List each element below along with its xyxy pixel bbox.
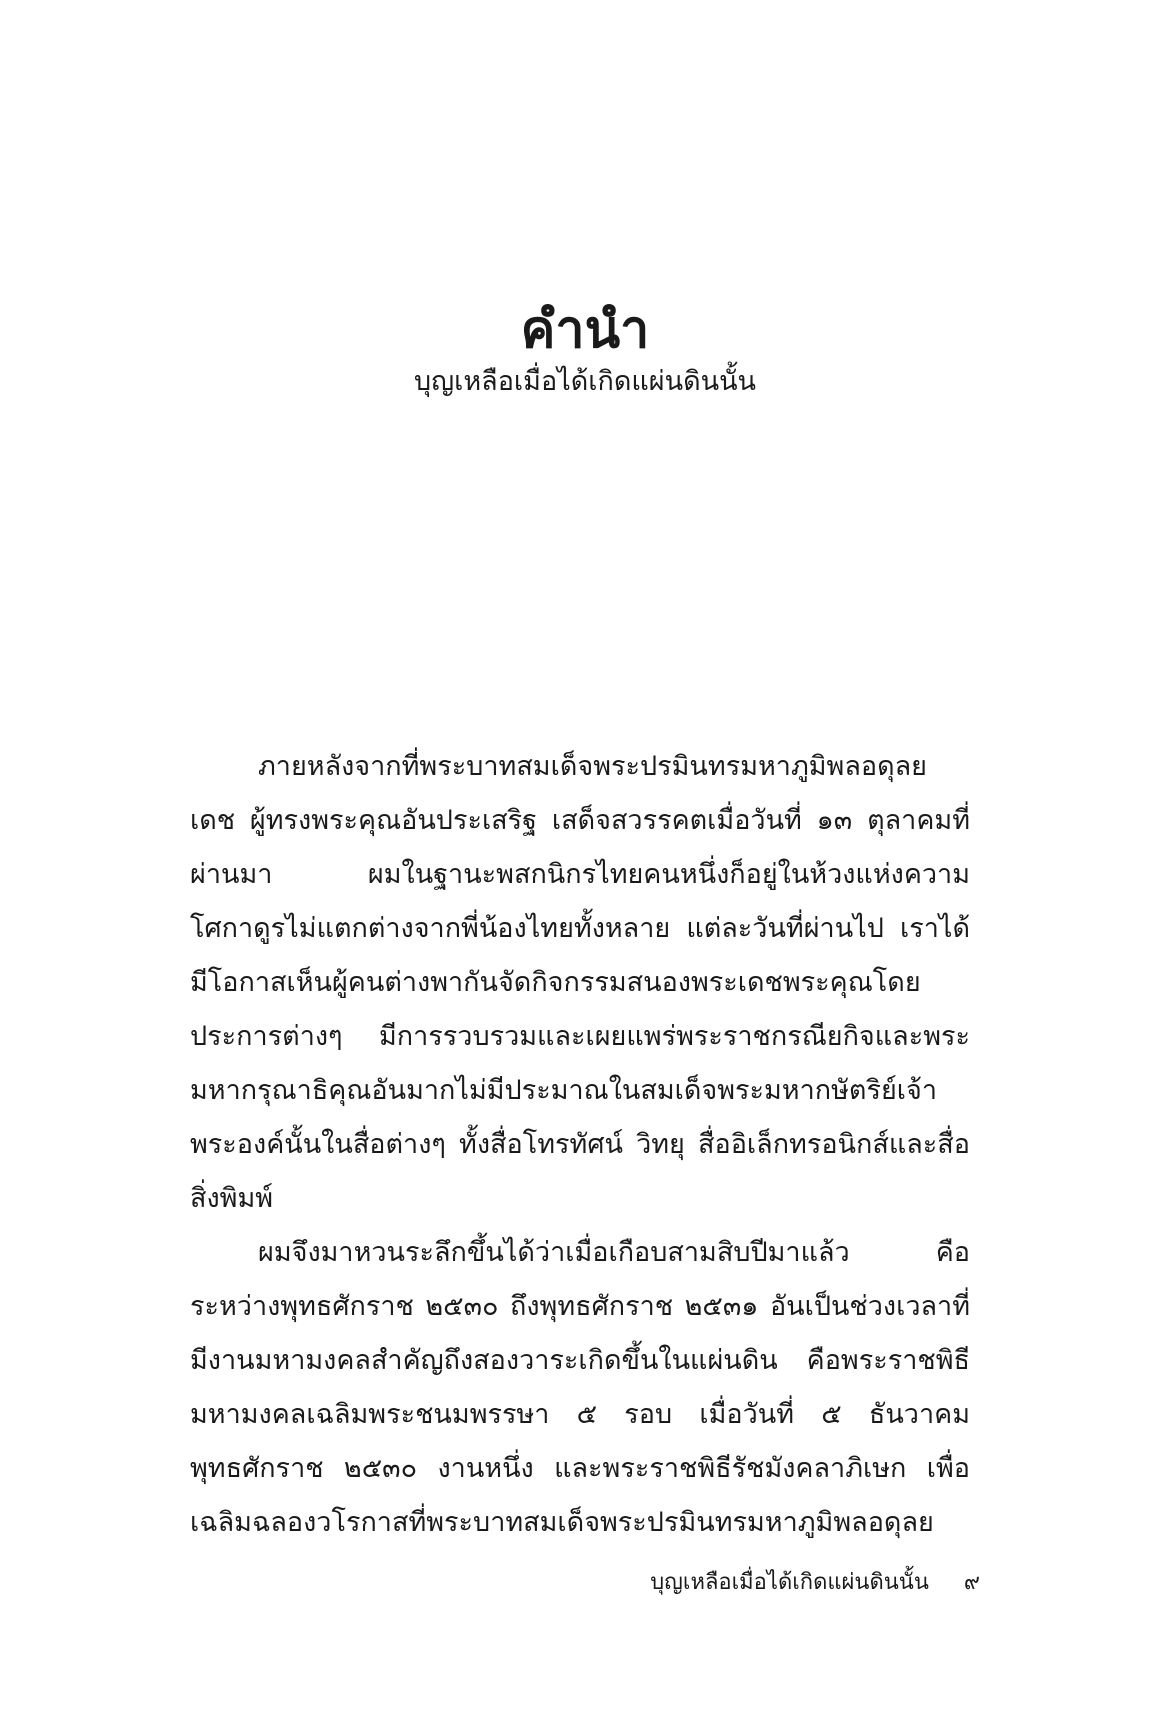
running-title: บุญเหลือเมื่อได้เกิดแผ่นดินนั้น: [650, 1570, 929, 1595]
chapter-title: คำนำ: [520, 300, 650, 360]
chapter-subtitle: บุญเหลือเมื่อได้เกิดแผ่นดินนั้น: [414, 366, 756, 397]
paragraph-2: ผมจึงมาหวนระลึกขึ้นได้ว่าเมื่อเกือบสามสิบปีมาแล้ว คือระหว่างพุทธศักราช ๒๕๓๐ ถึงพุทธศักราช ๒๕๓๑ อันเป็นช่วงเวลาที่มีงานมหามงคลสำคัญถึงสองวาระเกิดขึ้นในแผ่นดิน คือพระราชพิธีมหามงคลเฉลิมพระชนมพรรษา ๕ รอบ เมื่อวันที่ ๕ ธันวาคมพุทธศักราช ๒๕๓๐ งานหนึ่ง และพระราชพิธีรัชมังคลาภิเษก เพื่อเฉลิมฉลองวโรกาสที่พระบาทสมเด็จพระปรมินทรมหาภูมิพลอดุลย: [190, 1237, 970, 1538]
page-number: ๙: [963, 1570, 980, 1595]
chapter-heading: [0, 300, 1150, 400]
paragraph-1: ภายหลังจากที่พระบาทสมเด็จพระปรมินทรมหาภูมิพลอดุลยเดช ผู้ทรงพระคุณอันประเสริฐ เสด็จสวรรคตเมื่อวันที่ ๑๓ ตุลาคมที่ผ่านมา ผมในฐานะพสกนิกรไทยคนหนึ่งก็อยู่ในห้วงแห่งความโศกาดูรไม่แตกต่างจากพี่น้องไทยทั้งหลาย แต่ละวันที่ผ่านไป เราได้มีโอกาสเห็นผู้คนต่างพากันจัดกิจกรรมสนองพระเดชพระคุณโดยประการต่างๆ มีการรวบรวมและเผยแพร่พระราชกรณียกิจและพระมหากรุณาธิคุณอันมากไม่มีประมาณในสมเด็จพระมหากษัตริย์เจ้าพระองค์นั้นในสื่อต่างๆ ทั้งสื่อโทรทัศน์ วิทยุ สื่ออิเล็กทรอนิกส์และสื่อสิ่งพิมพ์: [190, 751, 970, 1214]
page-footer: [650, 1568, 980, 1598]
body-text: [190, 740, 970, 1550]
